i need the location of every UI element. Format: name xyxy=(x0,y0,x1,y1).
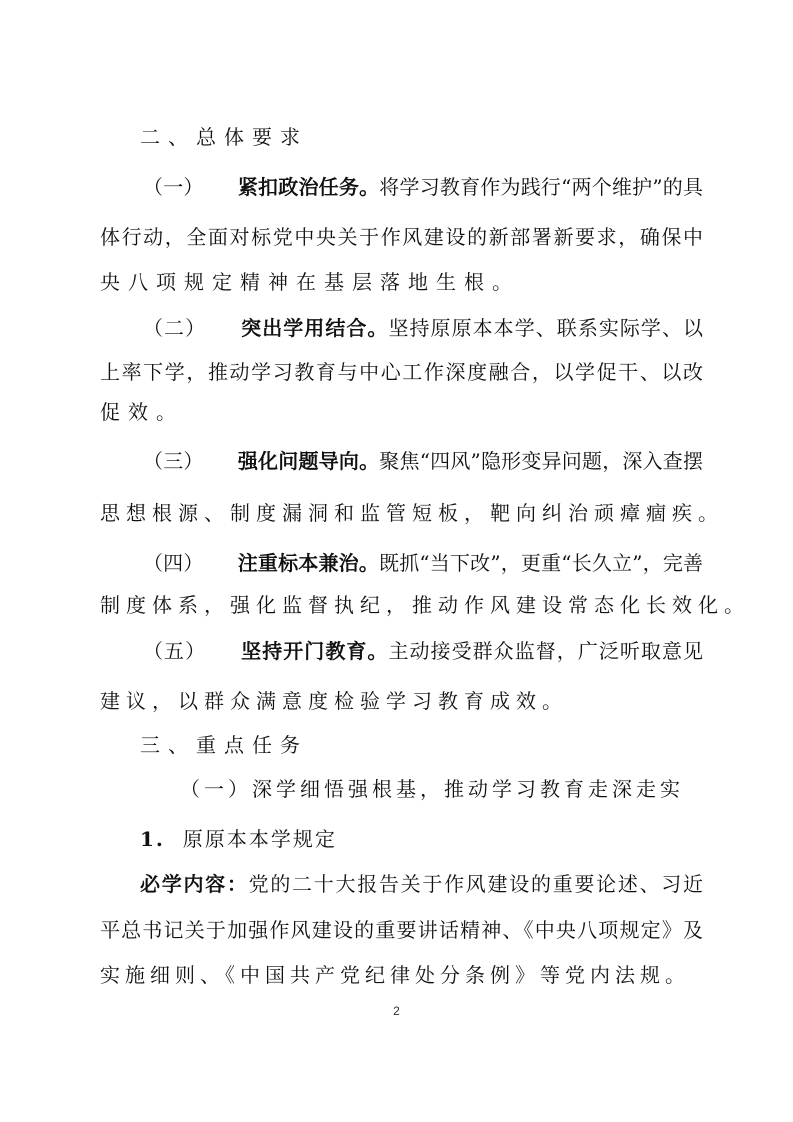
item-label: （一） xyxy=(143,175,204,199)
item-label: （四） xyxy=(143,551,204,575)
paragraph-line xyxy=(100,639,703,663)
paragraph-line xyxy=(100,872,703,896)
paragraph-line: 上率下学，推动学习教育与中心工作深度融合，以学促干、以改 xyxy=(100,360,703,384)
paragraph-line: 央八项规定精神在基层落地生根。 xyxy=(100,270,520,294)
item-title: 突出学用结合。 xyxy=(240,316,389,340)
item-title: 注重标本兼治。 xyxy=(237,551,380,575)
paragraph-line: 实施细则、《中国共产党纪律处分条例》等党内法规。 xyxy=(100,963,690,987)
item-number: 1. xyxy=(140,827,165,851)
paragraph-line: 促效。 xyxy=(100,400,184,424)
item-label: （三） xyxy=(143,449,204,473)
item-title: 坚持开门教育。 xyxy=(240,639,389,663)
item-text: 既抓“当下改”，更重“长久立”，完善 xyxy=(379,551,704,575)
section-heading: 三、重点任务 xyxy=(140,733,308,757)
item-text: 坚持原原本本学、联系实际学、以 xyxy=(388,316,704,340)
page-number: 2 xyxy=(393,1004,400,1018)
paragraph-line: 建议，以群众满意度检验学习教育成效。 xyxy=(100,689,568,713)
subsection-heading: （一）深学细悟强根基，推动学习教育走深走实 xyxy=(180,777,684,801)
item-title: 强化问题导向。 xyxy=(237,449,380,473)
paragraph-line xyxy=(100,316,703,340)
paragraph-line: 思想根源、制度漏洞和监管短板，靶向纠治顽瘴痼疾。 xyxy=(100,501,724,525)
paragraph-line: 平总书记关于加强作风建设的重要讲话精神、《中央八项规定》及 xyxy=(100,918,703,942)
item-title: 原原本本学规定 xyxy=(182,827,337,851)
item-label: （五） xyxy=(143,639,207,663)
item-text: 主动接受群众监督，广泛听取意见 xyxy=(388,639,704,663)
content-text: 党的二十大报告关于作风建设的重要论述、习近 xyxy=(248,872,704,896)
item-label: （二） xyxy=(143,316,207,340)
paragraph-line xyxy=(100,551,703,575)
paragraph-line: 体行动，全面对标党中央关于作风建设的新部署新要求，确保中 xyxy=(100,225,703,249)
content-label: 必学内容： xyxy=(140,872,249,896)
paragraph-line: 制度体系，强化监督执纪，推动作风建设常态化长效化。 xyxy=(100,593,750,617)
paragraph-line xyxy=(100,449,703,473)
paragraph-line xyxy=(100,175,703,199)
item-title: 紧扣政治任务。 xyxy=(237,175,380,199)
item-text: 聚焦“四风”隐形变异问题，深入查摆 xyxy=(379,449,704,473)
item-text: 将学习教育作为践行“两个维护”的具 xyxy=(379,175,704,199)
item-heading xyxy=(140,827,337,851)
section-heading: 二、总体要求 xyxy=(140,125,308,149)
